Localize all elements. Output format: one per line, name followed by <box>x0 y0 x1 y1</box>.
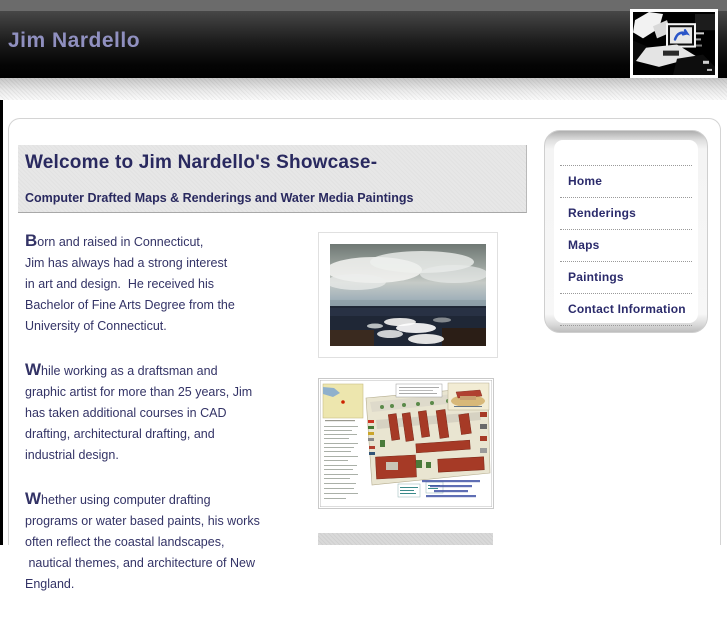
sidebar-link[interactable]: Paintings <box>568 270 624 284</box>
site-plan-graphic <box>320 380 492 507</box>
site-plan-map-image <box>318 378 494 509</box>
text-line: graphic artist for more than 25 years, Jim <box>25 385 253 399</box>
seascape-painting-image <box>318 232 498 358</box>
site-title: Jim Nardello <box>8 29 141 52</box>
about-text <box>25 230 323 617</box>
about-paragraph <box>25 488 323 595</box>
drafting-workstation-photo-icon <box>630 9 718 78</box>
text-line: Bachelor of Fine Arts Degree from the <box>25 298 235 312</box>
seascape-painting-graphic <box>330 244 486 346</box>
sidebar-nav-box <box>544 130 708 333</box>
sidebar-nav <box>554 140 698 326</box>
welcome-banner <box>18 145 527 213</box>
page-left-edge <box>0 100 3 545</box>
about-paragraph <box>25 230 323 337</box>
text-line: often reflect the coastal landscapes, <box>25 535 225 549</box>
sidebar-item-renderings[interactable] <box>560 198 692 230</box>
header-shadow-band <box>0 78 727 100</box>
sidebar-link[interactable]: Home <box>568 174 603 188</box>
text-line: has taken additional courses in CAD <box>25 406 227 420</box>
text-line: England. <box>25 577 75 591</box>
sidebar-link[interactable]: Maps <box>568 238 600 252</box>
about-paragraph <box>25 359 323 466</box>
sidebar-item-paintings[interactable] <box>560 262 692 294</box>
text-line: Whether using computer drafting <box>25 489 211 508</box>
text-line: While working as a draftsman and <box>25 360 218 379</box>
sidebar-item-contact-information[interactable] <box>560 294 692 326</box>
page-title: Welcome to Jim Nardello's Showcase- <box>25 152 378 173</box>
sidebar-link[interactable]: Renderings <box>568 206 637 220</box>
text-line: Jim has always had a strong interest <box>25 256 228 270</box>
text-line: in art and design. He received his <box>25 277 214 291</box>
top-gray-bar <box>0 0 727 11</box>
workstation-sketch-graphic <box>633 12 715 75</box>
text-line: Born and raised in Connecticut, <box>25 231 204 250</box>
text-line: nautical themes, and architecture of New <box>25 556 255 570</box>
text-line: drafting, architectural drafting, and <box>25 427 215 441</box>
sidebar-item-home[interactable] <box>560 165 692 198</box>
cropped-next-image <box>318 533 493 545</box>
site-header <box>0 11 727 78</box>
text-line: programs or water based paints, his works <box>25 514 260 528</box>
text-line: University of Connecticut. <box>25 319 167 333</box>
sidebar-link[interactable]: Contact Information <box>568 302 686 316</box>
sidebar-item-maps[interactable] <box>560 230 692 262</box>
text-line: industrial design. <box>25 448 119 462</box>
page-subtitle: Computer Drafted Maps & Renderings and Water Media Paintings <box>25 191 414 205</box>
sidebar-nav-inner <box>554 140 698 323</box>
